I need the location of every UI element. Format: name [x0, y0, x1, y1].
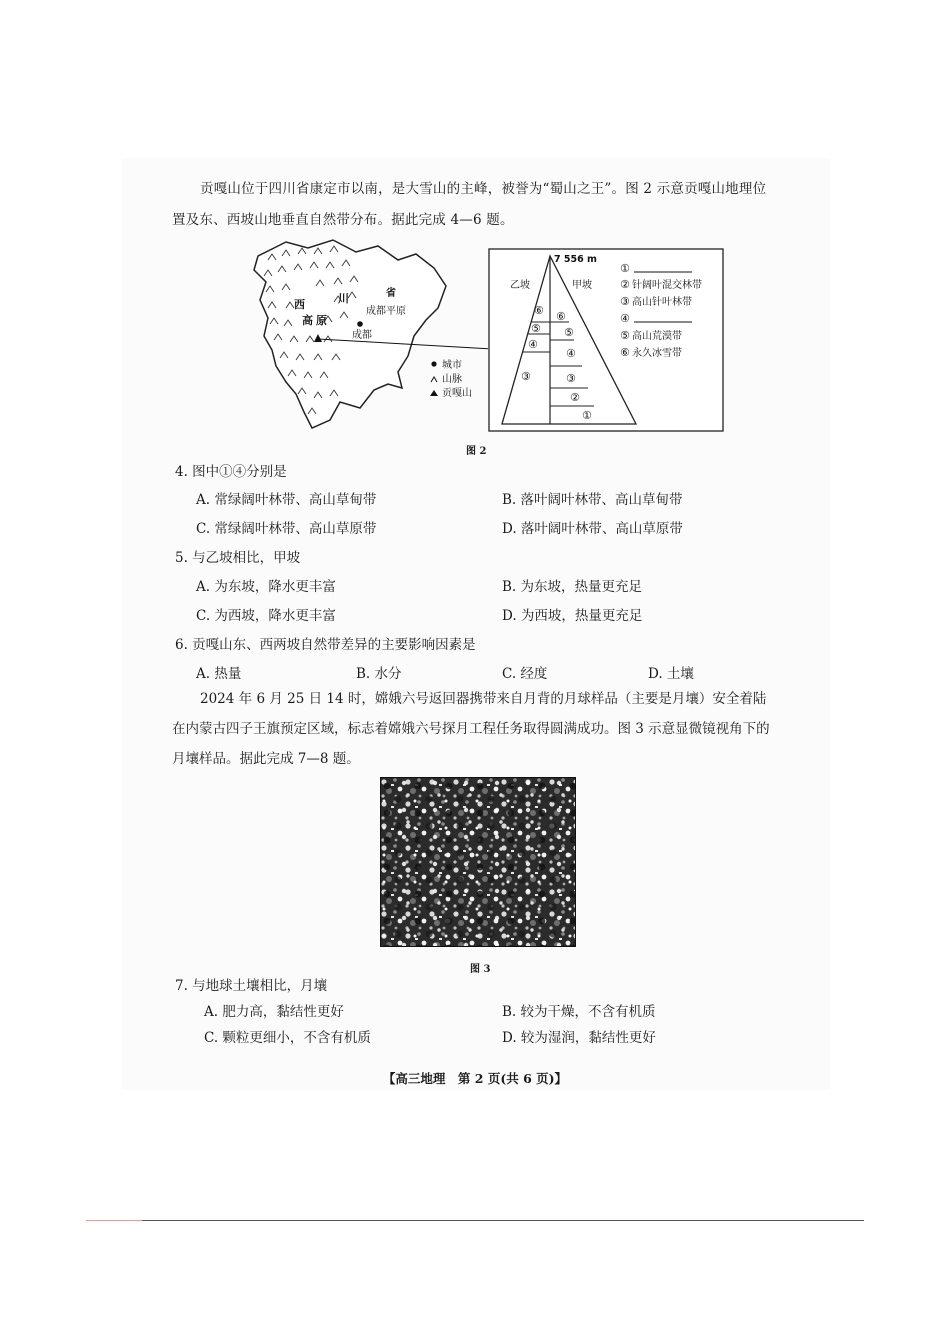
map-plateau-char-3: 高	[302, 314, 313, 327]
q6-option-b: B. 水分	[356, 666, 402, 682]
right-zone-5: ⑤	[564, 326, 574, 339]
right-zone-1: ①	[582, 409, 592, 422]
legend-zone-3-num: ③	[620, 295, 630, 308]
map-plateau-char-1: 川	[338, 292, 349, 305]
right-zone-6: ⑥	[556, 310, 566, 323]
figure3-caption: 图 3	[470, 964, 491, 975]
sichuan-map	[238, 238, 488, 433]
q6-option-d: D. 土壤	[648, 666, 694, 682]
map-city-label: 成都	[352, 330, 372, 341]
q4-option-a: A. 常绿阔叶林带、高山草甸带	[196, 492, 377, 508]
left-zone-6: ⑥	[534, 304, 544, 317]
left-zone-5: ⑤	[531, 322, 541, 335]
legend-gongga: 贡嘎山	[442, 388, 472, 399]
slope-yi-label: 乙坡	[510, 280, 530, 291]
chengdu-city-dot	[357, 321, 363, 327]
intro-paragraph-2: 2024 年 6 月 25 日 14 时，嫦娥六号返回器携带来自月背的月球样品（主要是月壤）安全着陆在内蒙古四子王旗预定区域，标志着嫦娥六号探月工程任务取得圆满成功。图 3 示意显微镜视角下的月壤样品。据此完成 7—8 题。	[172, 691, 770, 767]
legend-zone-1-num: ①	[620, 262, 630, 275]
q4-option-c: C. 常绿阔叶林带、高山草原带	[196, 521, 377, 537]
map-plateau-char-4: 原	[316, 314, 327, 327]
lunar-soil-micrograph	[380, 777, 576, 947]
q4-option-b: B. 落叶阔叶林带、高山草甸带	[502, 492, 683, 508]
peak-elevation: 7 556 m	[554, 254, 597, 265]
bottom-rule-accent	[86, 1220, 142, 1221]
map-plateau-char-2: 西	[294, 298, 305, 311]
q5-option-d: D. 为西坡，热量更充足	[502, 608, 643, 624]
question-6-stem: 6. 贡嘎山东、西两坡自然带差异的主要影响因素是	[175, 637, 476, 653]
legend-zone-5-text: 高山荒漠带	[632, 331, 682, 342]
left-zone-3: ③	[521, 370, 531, 383]
right-zone-2: ②	[570, 391, 580, 404]
q7-option-a: A. 肥力高，黏结性更好	[204, 1004, 344, 1020]
q7-option-b: B. 较为干燥，不含有机质	[502, 1004, 656, 1020]
page-footer: 【高三地理 第 2 页(共 6 页)】	[382, 1071, 568, 1086]
bottom-rule	[86, 1220, 864, 1221]
question-5-stem: 5. 与乙坡相比，甲坡	[175, 550, 301, 566]
question-7-stem: 7. 与地球土壤相比，月壤	[175, 978, 328, 994]
right-zone-3: ③	[566, 372, 576, 385]
legend-zone-3-text: 高山针叶林带	[632, 297, 692, 308]
legend-zone-6-text: 永久冰雪带	[632, 348, 682, 359]
figure2-caption: 图 2	[466, 446, 487, 457]
q6-option-a: A. 热量	[196, 666, 242, 682]
q6-option-c: C. 经度	[502, 666, 548, 682]
map-province-char: 省	[386, 288, 396, 299]
right-zone-4: ④	[566, 347, 576, 360]
q4-option-d: D. 落叶阔叶林带、高山草原带	[502, 521, 683, 537]
legend-zone-5-num: ⑤	[620, 329, 630, 342]
intro-paragraph-1: 贡嘎山位于四川省康定市以南，是大雪山的主峰，被誉为“蜀山之王”。图 2 示意贡嘎山地理位置及东、西坡山地垂直自然带分布。据此完成 4—6 题。	[172, 181, 767, 228]
map-plain-label: 成都平原	[366, 306, 406, 317]
legend-zone-6-num: ⑥	[620, 346, 630, 359]
legend-zone-2-text: 针阔叶混交林带	[632, 280, 702, 291]
legend-zone-4-num: ④	[620, 312, 630, 325]
q5-option-a: A. 为东坡，降水更丰富	[196, 579, 336, 595]
q5-option-c: C. 为西坡，降水更丰富	[196, 608, 336, 624]
q7-option-c: C. 颗粒更细小，不含有机质	[204, 1030, 371, 1046]
q5-option-b: B. 为东坡，热量更充足	[502, 579, 643, 595]
legend-city: 城市	[442, 360, 462, 371]
left-zone-4: ④	[528, 338, 538, 351]
question-4-stem: 4. 图中①④分别是	[175, 464, 287, 480]
map-legend	[430, 358, 472, 399]
legend-mountains: 山脉	[442, 374, 462, 385]
slope-jia-label: 甲坡	[572, 280, 592, 291]
vertical-zone-profile	[488, 248, 724, 432]
q7-option-d: D. 较为湿润，黏结性更好	[502, 1030, 656, 1046]
legend-zone-2-num: ②	[620, 278, 630, 291]
